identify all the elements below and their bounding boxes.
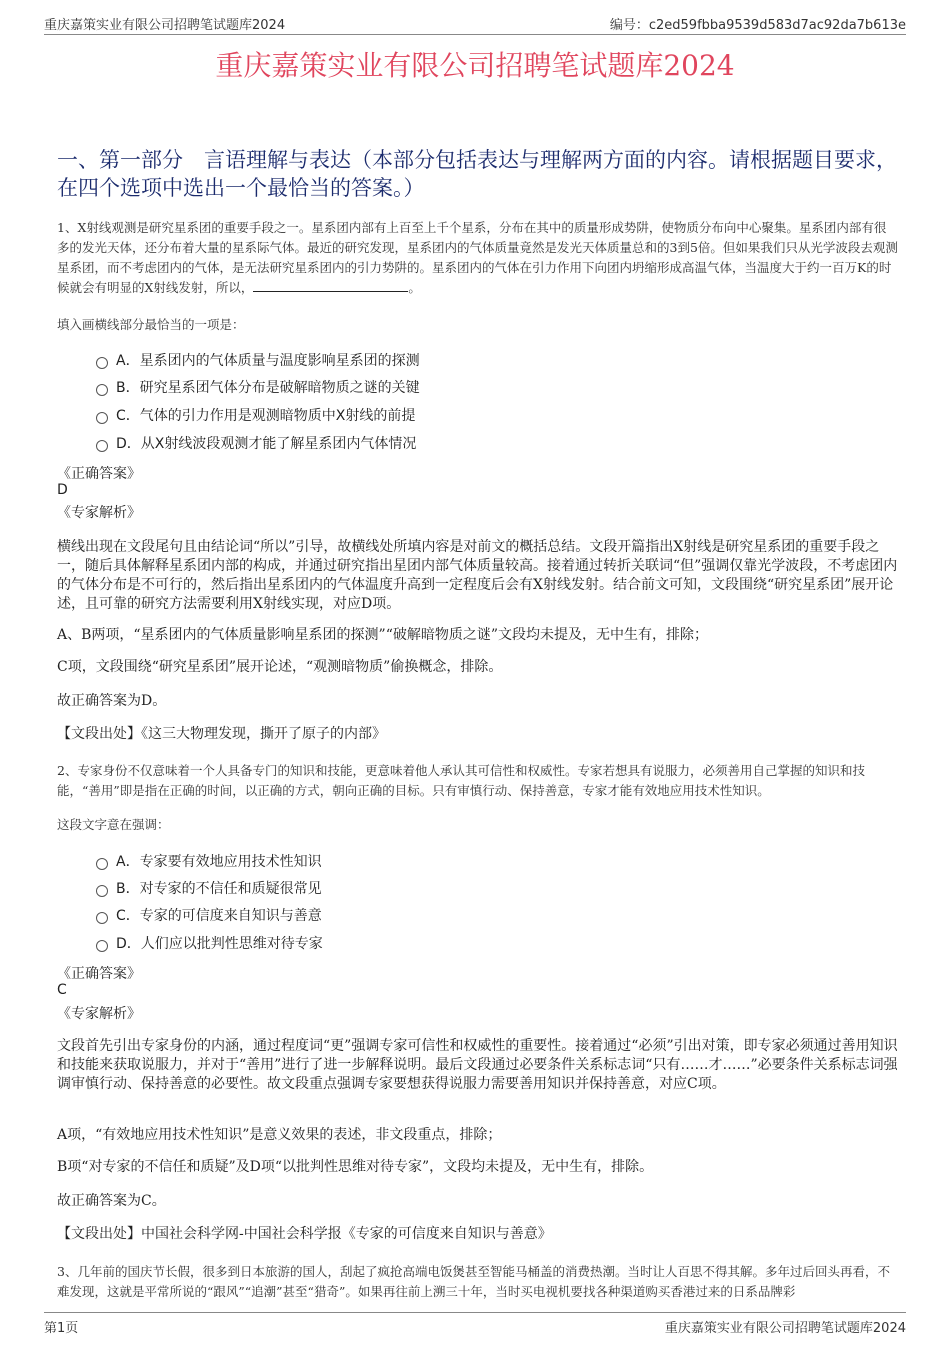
radio-icon[interactable] <box>96 885 108 897</box>
q1-option-a[interactable] <box>96 350 420 370</box>
q2-option-c-label: C．专家的可信度来自知识与善意 <box>116 908 322 924</box>
q1-option-b[interactable] <box>96 377 420 397</box>
q2-instruction: 这段文字意在强调： <box>57 817 170 832</box>
page-header <box>44 12 906 35</box>
q1-analysis-p2: A、B两项，“星系团内的气体质量影响星系团的探测”“破解暗物质之谜”文段均未提及，无中生有，排除； <box>57 627 709 643</box>
radio-icon[interactable] <box>96 412 108 424</box>
q2-option-a-label: A．专家要有效地应用技术性知识 <box>116 854 322 870</box>
q2-analysis-p1: 文段首先引出专家身份的内涵，通过程度词“更”强调专家可信性和权威性的重要性。接着通过“必须”引出对策，即专家必须通过善用知识和技能来获取说服力，并对于“善用”进行了进一步解释说明。最后文段通过必要条件关系标志词“只有……才……”必要条件关系标志词强调审慎行动、保持善意的必要性。故文段重点强调专家要想获得说服力需要善用知识并保持善意，对应C项。 <box>57 1038 898 1092</box>
q2-option-a[interactable] <box>96 851 322 871</box>
radio-icon[interactable] <box>96 357 108 369</box>
q1-stem <box>57 218 898 298</box>
page-footer <box>44 1312 906 1335</box>
q1-stem-text: 1、X射线观测是研究星系团的重要手段之一。星系团内部有上百至上千个星系，分布在其中的质量形成势阱，使物质分布向中心聚集。星系团内部有很多的发光天体，还分布着大量的星系际气体。最近的研究发现，星系团内的气体质量竟然是发光天体质量总和的3到5倍。但如果我们只从光学波段去观测星系团，而不考虑团内的气体，是无法研究星系团内的引力势阱的。星系团内的气体在引力作用下向团内坍缩形成高温气体，当温度大于约一百万K的时候就会有明显的X射线发射，所以， <box>57 220 898 295</box>
page-title: 重庆嘉策实业有限公司招聘笔试题库2024 <box>215 49 735 82</box>
q2-option-d-label: D．人们应以批判性思维对待专家 <box>116 936 323 952</box>
q1-option-d[interactable] <box>96 433 416 453</box>
q1-option-c-label: C．气体的引力作用是观测暗物质中X射线的前提 <box>116 408 416 424</box>
q2-option-d[interactable] <box>96 933 323 953</box>
q1-analysis-p4: 故正确答案为D。 <box>57 693 167 709</box>
radio-icon[interactable] <box>96 912 108 924</box>
q2-source: 【文段出处】中国社会科学网-中国社会科学报《专家的可信度来自知识与善意》 <box>57 1226 552 1242</box>
q2-answer-label: 《正确答案》 <box>57 966 141 982</box>
q1-option-d-label: D．从X射线波段观测才能了解星系团内气体情况 <box>116 436 417 452</box>
page-number: 第1页 <box>44 1321 79 1336</box>
q3-stem: 3、几年前的国庆节长假，很多到日本旅游的国人，刮起了疯抢高端电饭煲甚至智能马桶盖的消费热潮。当时让人百思不得其解。多年过后回头再看，不难发现，这就是平常所说的“跟风”“追潮”甚至“猎奇”。如果再往前上溯三十年，当时买电视机要找各种渠道购买香港过来的日系品牌彩 <box>57 1264 890 1299</box>
q1-option-b-label: B．研究星系团气体分布是破解暗物质之谜的关键 <box>116 380 420 396</box>
q1-option-c[interactable] <box>96 405 415 425</box>
q1-analysis-p3: C项，文段围绕“研究星系团”展开论述，“观测暗物质”偷换概念，排除。 <box>57 659 503 675</box>
q2-option-b-label: B．对专家的不信任和质疑很常见 <box>116 881 322 897</box>
q2-answer: C <box>57 982 67 998</box>
q2-analysis-label: 《专家解析》 <box>57 1006 141 1022</box>
q2-stem: 2、专家身份不仅意味着一个人具备专门的知识和技能，更意味着他人承认其可信性和权威性。专家若想具有说服力，必须善用自己掌握的知识和技能，“善用”即是指在正确的时间，以正确的方式，朝向正确的目标。只有审慎行动、保持善意，专家才能有效地应用技术性知识。 <box>57 763 865 798</box>
radio-icon[interactable] <box>96 440 108 452</box>
part-heading: 一、第一部分 言语理解与表达（本部分包括表达与理解两方面的内容。请根据题目要求，在四个选项中选出一个最恰当的答案。） <box>57 148 897 200</box>
q1-analysis-p1: 横线出现在文段尾句且由结论词“所以”引导，故横线处所填内容是对前文的概括总结。文段开篇指出X射线是研究星系团的重要手段之一，随后具体解释星系团内部的构成，并通过研究指出星团内部气体质量较高。接着通过转折关联词“但”强调仅靠光学波段，不考虑团内的气体分布是不可行的，然后指出星系团内的气体温度升高到一定程度后会有X射线发射。结合前文可知，文段围绕“研究星系团”展开论述，且可靠的研究方法需要利用X射线实现，对应D项。 <box>57 539 898 612</box>
radio-icon[interactable] <box>96 940 108 952</box>
radio-icon[interactable] <box>96 384 108 396</box>
q2-analysis-p2: A项，“有效地应用技术性知识”是意义效果的表述，非文段重点，排除； <box>57 1127 502 1143</box>
header-doc-id: 编号：c2ed59fbba9539d583d7ac92da7b613e <box>609 18 906 33</box>
q1-instruction: 填入画横线部分最恰当的一项是： <box>57 317 245 332</box>
q1-stem-end: 。 <box>408 280 421 295</box>
q2-analysis-p4: 故正确答案为C。 <box>57 1193 166 1209</box>
q1-answer: D <box>57 482 68 498</box>
q1-answer-label: 《正确答案》 <box>57 466 141 482</box>
q2-analysis-p3: B项“对专家的不信任和质疑”及D项“以批判性思维对待专家”，文段均未提及，无中生有，排除。 <box>57 1159 654 1175</box>
header-doc-title: 重庆嘉策实业有限公司招聘笔试题库2024 <box>44 18 286 33</box>
footer-doc-title: 重庆嘉策实业有限公司招聘笔试题库2024 <box>664 1321 906 1336</box>
q1-blank <box>253 279 408 292</box>
q1-option-a-label: A．星系团内的气体质量与温度影响星系团的探测 <box>116 353 420 369</box>
q2-option-b[interactable] <box>96 878 322 898</box>
q2-option-c[interactable] <box>96 905 322 925</box>
q1-source: 【文段出处】《这三大物理发现，撕开了原子的内部》 <box>57 726 386 742</box>
radio-icon[interactable] <box>96 858 108 870</box>
q1-analysis-label: 《专家解析》 <box>57 505 141 521</box>
